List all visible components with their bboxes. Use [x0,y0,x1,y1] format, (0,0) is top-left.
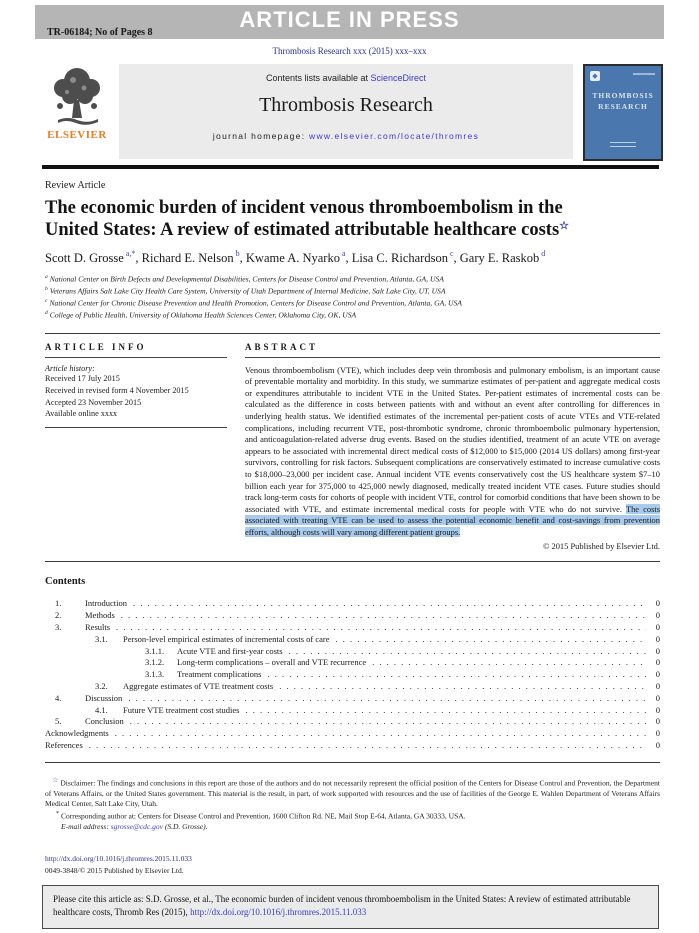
page-body [0,180,699,929]
homepage-url-link[interactable]: www.elsevier.com/locate/thromres [309,131,480,141]
disclaimer-footnote [45,776,660,810]
toc-page-number: 0 [655,716,660,727]
toc-entry-label[interactable]: Discussion [85,692,123,703]
author-separator: , [135,250,142,265]
manuscript-id: TR-06184; No of Pages 8 [47,27,153,38]
toc-row [45,657,660,669]
toc-section-number: 3.1.1. [145,645,165,656]
toc-section-number: 3.1. [95,633,108,644]
toc-dot-leader [336,634,646,646]
disclaimer-star-icon: ☆ [52,775,59,784]
toc-page-number: 0 [655,739,660,750]
author-line [45,249,660,265]
citation-box [42,885,659,929]
toc-page-number: 0 [655,645,660,656]
affiliation [45,285,660,297]
author-affiliation-sup[interactable]: d [541,249,546,259]
toc-entry-label[interactable]: Long-term complications – overall and VTE recurrence [177,657,367,668]
info-abstract-columns [45,342,660,552]
toc-row [45,598,660,610]
abstract-rule [245,357,660,358]
elsevier-tree-icon [48,66,106,128]
affiliation [45,297,660,309]
journal-homepage-line [119,131,573,141]
issn-copyright-line: 0049-3848/© 2015 Published by Elsevier Ltd. [45,865,184,875]
toc-section-number: 3.1.2. [145,657,165,668]
affiliation-sup: b [45,285,48,292]
article-in-press-banner [35,5,664,39]
author [45,251,142,265]
corresponding-text: Corresponding author at: Centers for Disease Control and Prevention, 1600 Clifton Rd. NE, Mail Stop E-64, Atlanta, GA 30333, USA. [59,811,466,821]
author-name: Richard E. Nelson [141,250,234,265]
toc-entry-label[interactable]: Introduction [85,598,128,609]
homepage-prefix: journal homepage: [212,131,310,141]
citation-doi-link[interactable]: http://dx.doi.org/10.1016/j.thromres.2015.11.033 [190,907,367,918]
affiliation-text: Veterans Affairs Salt Lake City Health Care System, University of Utah Department of Internal Medicine, Salt Lake City, UT, USA [49,286,446,296]
toc-row [45,646,660,658]
toc-section-number: 1. [55,598,62,609]
toc-section-number: 5. [55,716,62,727]
toc-row [45,716,660,728]
toc-section-number: 3. [55,621,62,632]
abstract-main-text: Venous thromboembolism (VTE), which includes deep vein thrombosis and pulmonary embolism, is an important cause of preventable mortality and morbidity. In this study, we summarize estimates of per-patient and aggregate medical costs or expenditures attributable to incident VTE in the United States. Per-patient estimates of incremental costs can be calculated as the difference in costs between patients with and without an event after controlling for differences in underlying health status. We identified estimates of the incremental per-patient costs of acute VTEs and VTE-related complications, including recurrent VTE, post-thrombotic syndrome, chronic thromboembolic pulmonary hypertension, and anticoagulation-related adverse drug events. Based on the studies identified, treatment of an acute VTE on average appears to be associated with incremental direct medical costs of $12,000 to $15,000 (2014 US dollars) among first-year survivors, controlling for risk factors. Subsequent complications are conservatively estimated to increase cumulative costs to $18,000–23,000 per incident case. Annual incident VTE events conservatively cost the US healthcare system $7–10 billion each year for 375,000 to 425,000 newly diagnosed, medically treated incident VTE cases. Future studies should track long-term costs for cohorts of people with incident VTE, control for comorbid conditions that have been shown to be associated with VTE, and estimate incremental medical costs for people with VTE who do not survive. [245,364,660,514]
disclaimer-text: Disclaimer: The findings and conclusions in this report are those of the authors and do not necessarily represent the official position of the Centers for Disease Control and Prevention, the Department of Veterans Affairs, or the United States government. This material is the result, in part, of work supported with resources and the use of facilities of the George E. Wahlen Department of Veterans Affairs Medical Center, Salt Lake City, Utah. [45,778,660,808]
article-title [45,197,611,241]
toc-section-number: 3.1.3. [145,669,165,680]
author [460,251,546,265]
citation-text: Please cite this article as: S.D. Grosse, et al., The economic burden of incident venous thromboembolism in the United States: A review of estimated attributable healthcare costs, Thromb Res (2015), [53,893,631,918]
contents-available-line [119,73,573,83]
affiliation-list [45,273,660,322]
toc-page-number: 0 [655,610,660,621]
header-divider-rule [42,165,659,169]
article-info-column [45,342,227,552]
toc-dot-leader [128,693,646,705]
toc-section-number: 3.2. [95,680,108,691]
affiliation-sup: d [45,310,48,317]
toc-entry-label[interactable]: Future VTE treatment cost studies [123,704,240,715]
affiliation-text: National Center for Chronic Disease Prevention and Health Promotion, Centers for Disease Control and Prevention, Atlanta, GA, USA [49,298,462,308]
contents-available-prefix: Contents lists available at [265,73,371,83]
abstract-copyright: © 2015 Published by Elsevier Ltd. [542,541,660,552]
author-affiliation-sup[interactable]: b [235,249,240,259]
toc-page-number: 0 [655,704,660,715]
author-affiliation-sup[interactable]: a [341,249,346,259]
cover-bottom-decoration [610,142,636,147]
article-history-line: Available online xxxx [45,409,118,419]
toc-section-number: 4.1. [95,704,108,715]
toc-entry-label[interactable]: Aggregate estimates of VTE treatment costs [123,680,274,691]
article-history-line: Accepted 23 November 2015 [45,397,142,407]
toc-dot-leader [121,610,646,622]
author-name: Lisa C. Richardson [351,250,448,265]
contents-heading: Contents [45,576,86,588]
toc-row [45,740,660,752]
elsevier-logo[interactable] [45,64,109,141]
email-label: E-mail address: [61,822,111,832]
toc-page-number: 0 [655,598,660,609]
toc-row [45,669,660,681]
affiliation [45,273,660,285]
email-footnote [45,822,660,832]
toc-entry-label[interactable]: Conclusion [85,716,124,727]
toc-dot-leader [133,598,646,610]
journal-header-box [119,64,573,159]
toc-bottom-divider [45,762,660,763]
article-info-rule-top [45,357,227,358]
article-info-heading: ARTICLE INFO [45,341,147,352]
toc-page-number: 0 [655,692,660,703]
toc-dot-leader [116,622,646,634]
toc-entry-label[interactable]: Results [85,621,111,632]
toc-page-number: 0 [655,680,660,691]
toc-page-number: 0 [655,728,660,739]
toc-dot-leader [267,669,646,681]
elsevier-wordmark: ELSEVIER [47,129,107,141]
toc-row [45,693,660,705]
toc-dot-leader [130,716,646,728]
affiliation-text: College of Public Health, University of Oklahoma Health Sciences Center, Oklahoma City, OK, USA [49,310,357,320]
toc-dot-leader [289,646,646,658]
journal-name: Thrombosis Research [259,94,433,116]
toc-entry-label[interactable]: Treatment complications [177,669,262,680]
author-separator: , [453,250,460,265]
toc-page-number: 0 [655,657,660,668]
toc-row [45,622,660,634]
toc-dot-leader [245,705,646,717]
toc-page-number: 0 [655,669,660,680]
author [246,251,352,265]
author-separator: , [345,250,352,265]
running-head: Thrombosis Research xxx (2015) xxx–xxx [272,46,427,56]
toc-row [45,705,660,717]
toc-dot-leader [279,681,646,693]
article-title-text: The economic burden of incident venous thromboembolism in the United States: A review of estimated attributable healthcare costs [45,198,563,241]
banner-title: ARTICLE IN PRESS [239,7,460,32]
affiliation-text: National Center on Birth Defects and Developmental Disabilities, Centers for Disease Control and Prevention, Atlanta, GA, USA [49,274,444,284]
doi-link[interactable]: http://dx.doi.org/10.1016/j.thromres.2015.11.033 [45,854,192,864]
author [352,251,460,265]
author-affiliation-sup[interactable]: a,* [125,249,136,259]
toc-entry-label[interactable]: Person-level empirical estimates of incremental costs of care [123,633,330,644]
affiliation-sup: c [45,298,48,305]
article-history-label: Article history: [45,363,95,373]
sciencedirect-link[interactable]: ScienceDirect [370,73,427,83]
author-name: Kwame A. Nyarko [245,250,340,265]
article-history-line: Received in revised form 4 November 2015 [45,385,189,395]
corresponding-author-footnote [45,810,660,822]
article-type-label: Review Article [45,180,106,191]
toc-entry-label[interactable]: References [45,739,83,750]
journal-header [45,64,663,161]
cover-top-decoration [633,73,655,75]
article-history-list [45,373,227,421]
email-suffix: (S.D. Grosse). [162,822,208,832]
toc-page-number: 0 [655,621,660,632]
toc-entry-label[interactable]: Acute VTE and first-year costs [177,645,283,656]
abstract-column [245,342,660,552]
toc-section-number: 2. [55,610,62,621]
email-link[interactable]: sgrosse@cdc.gov [110,822,163,832]
toc-row [45,610,660,622]
table-of-contents [45,598,660,751]
toc-dot-leader [115,728,646,740]
affiliation [45,309,660,321]
toc-dot-leader [372,657,646,669]
article-info-rule-bottom [45,427,227,428]
author-affiliation-sup[interactable]: c [449,249,454,259]
cover-journal-title: THROMBOSIS RESEARCH [592,91,654,112]
toc-row [45,681,660,693]
toc-entry-label[interactable]: Methods [85,610,115,621]
author [142,251,246,265]
cover-elsevier-mini-icon: ◆ [590,71,600,81]
abstract-heading: ABSTRACT [245,341,319,352]
author-name: Scott D. Grosse [45,250,124,265]
journal-cover-thumbnail[interactable] [583,64,663,161]
toc-row [45,728,660,740]
author-separator: , [239,250,246,265]
abstract-highlighted-text: The costs associated with treating VTE can be used to assess the potential economic benefit and cost-savings from prevention efforts, although costs will vary among different patient groups. [245,503,660,537]
article-history-line: Received 17 July 2015 [45,373,120,383]
abstract-bottom-divider [45,561,660,562]
toc-section-number: 4. [55,692,62,703]
title-footnote-star-icon[interactable]: ☆ [559,220,570,233]
author-name: Gary E. Raskob [459,250,540,265]
toc-row [45,634,660,646]
affiliation-sup: a [45,273,48,280]
toc-entry-label[interactable]: Acknowledgments [45,728,109,739]
article-head-divider [45,333,660,334]
corresponding-asterisk: * [56,810,60,818]
footnotes [45,776,660,833]
toc-page-number: 0 [655,633,660,644]
toc-dot-leader [89,740,646,752]
doi-block [45,853,660,876]
abstract-text [245,365,660,539]
